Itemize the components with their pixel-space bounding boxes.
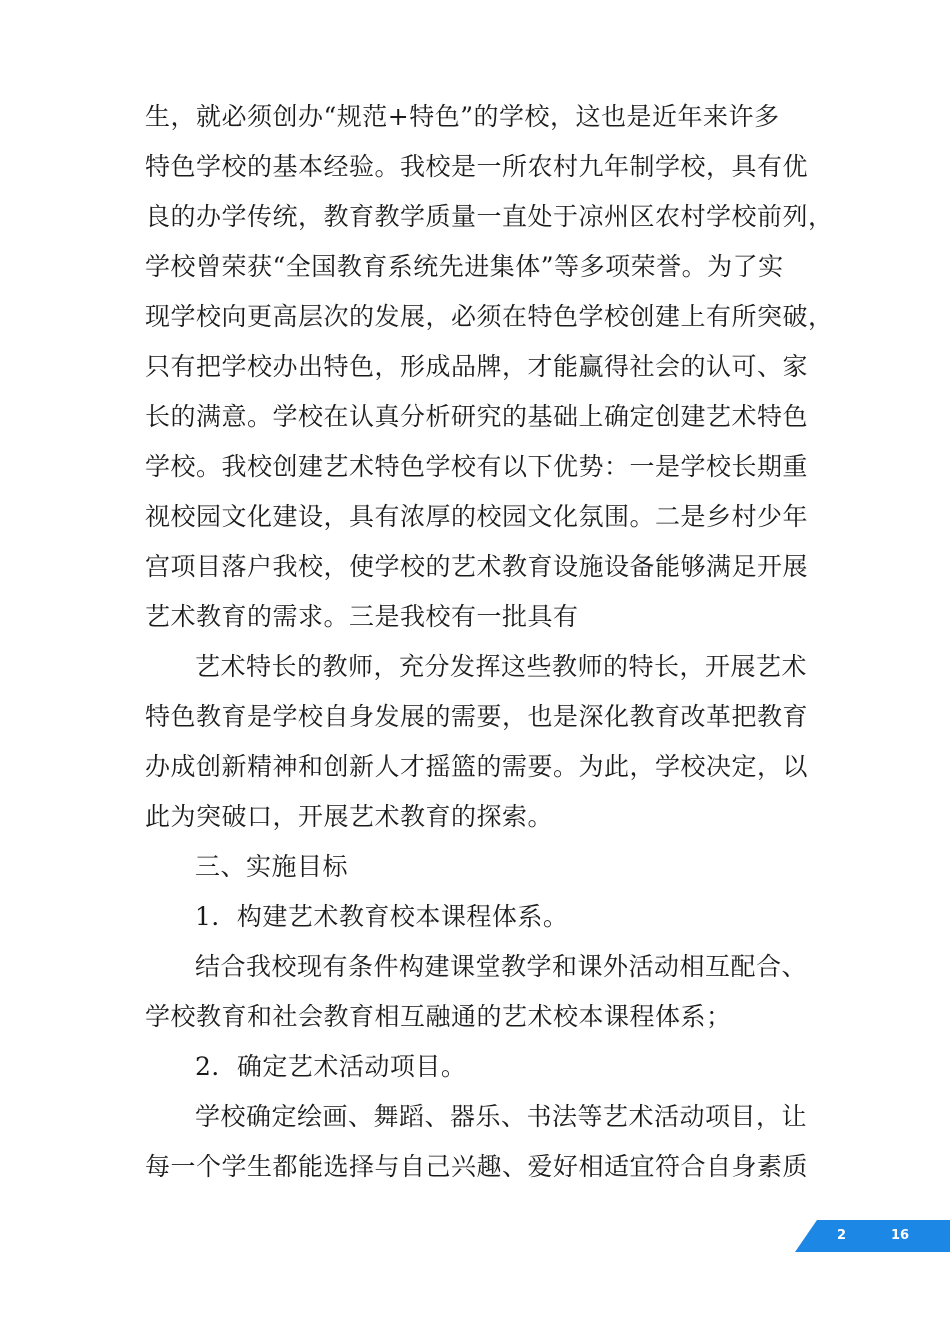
- text-line: 长的满意。学校在认真分析研究的基础上确定创建艺术特色: [145, 402, 809, 431]
- text-line: 每一个学生都能选择与自己兴趣、爱好相适宜符合自身素质: [145, 1152, 809, 1181]
- text-line: 办成创新精神和创新人才摇篮的需要。为此，学校决定，以: [145, 752, 809, 781]
- text-line: 良的办学传统，教育教学质量一直处于凉州区农村学校前列，: [145, 202, 834, 231]
- text-line: 学校。我校创建艺术特色学校有以下优势：一是学校长期重: [145, 452, 809, 481]
- text-line: 只有把学校办出特色，形成品牌，才能赢得社会的认可、家: [145, 352, 809, 381]
- text-line: 生，就必须创办“规范+特色”的学校，这也是近年来许多: [145, 102, 780, 131]
- text-line: 特色教育是学校自身发展的需要，也是深化教育改革把教育: [145, 702, 809, 731]
- text-line: 视校园文化建设，具有浓厚的校园文化氛围。二是乡村少年: [145, 502, 809, 531]
- paragraph-first-line: 艺术特长的教师，充分发挥这些教师的特长，开展艺术: [195, 652, 808, 681]
- section-heading: 三、实施目标: [195, 852, 349, 881]
- text-line: 现学校向更高层次的发展，必须在特色学校创建上有所突破，: [145, 302, 834, 331]
- paragraph-first-line: 学校确定绘画、舞蹈、器乐、书法等艺术活动项目，让: [195, 1102, 808, 1131]
- text-line: 特色学校的基本经验。我校是一所农村九年制学校，具有优: [145, 152, 809, 181]
- subsection-heading: 2．确定艺术活动项目。: [195, 1052, 467, 1081]
- page-number-band: [795, 1220, 950, 1252]
- text-line: 学校曾荣获“全国教育系统先进集体”等多项荣誉。为了实: [145, 252, 784, 281]
- current-page-number: 2: [837, 1228, 847, 1243]
- text-line: 艺术教育的需求。三是我校有一批具有: [145, 602, 579, 631]
- text-line: 宫项目落户我校，使学校的艺术教育设施设备能够满足开展: [145, 552, 809, 581]
- text-line: 学校教育和社会教育相互融通的艺术校本课程体系；: [145, 1002, 732, 1031]
- text-line: 此为突破口，开展艺术教育的探索。: [145, 802, 554, 831]
- page-number-badge: [795, 1220, 950, 1252]
- paragraph-first-line: 结合我校现有条件构建课堂教学和课外活动相互配合、: [195, 952, 808, 981]
- document-body: [145, 92, 845, 1192]
- total-page-count: 16: [891, 1228, 910, 1243]
- subsection-heading: 1．构建艺术教育校本课程体系。: [195, 902, 569, 931]
